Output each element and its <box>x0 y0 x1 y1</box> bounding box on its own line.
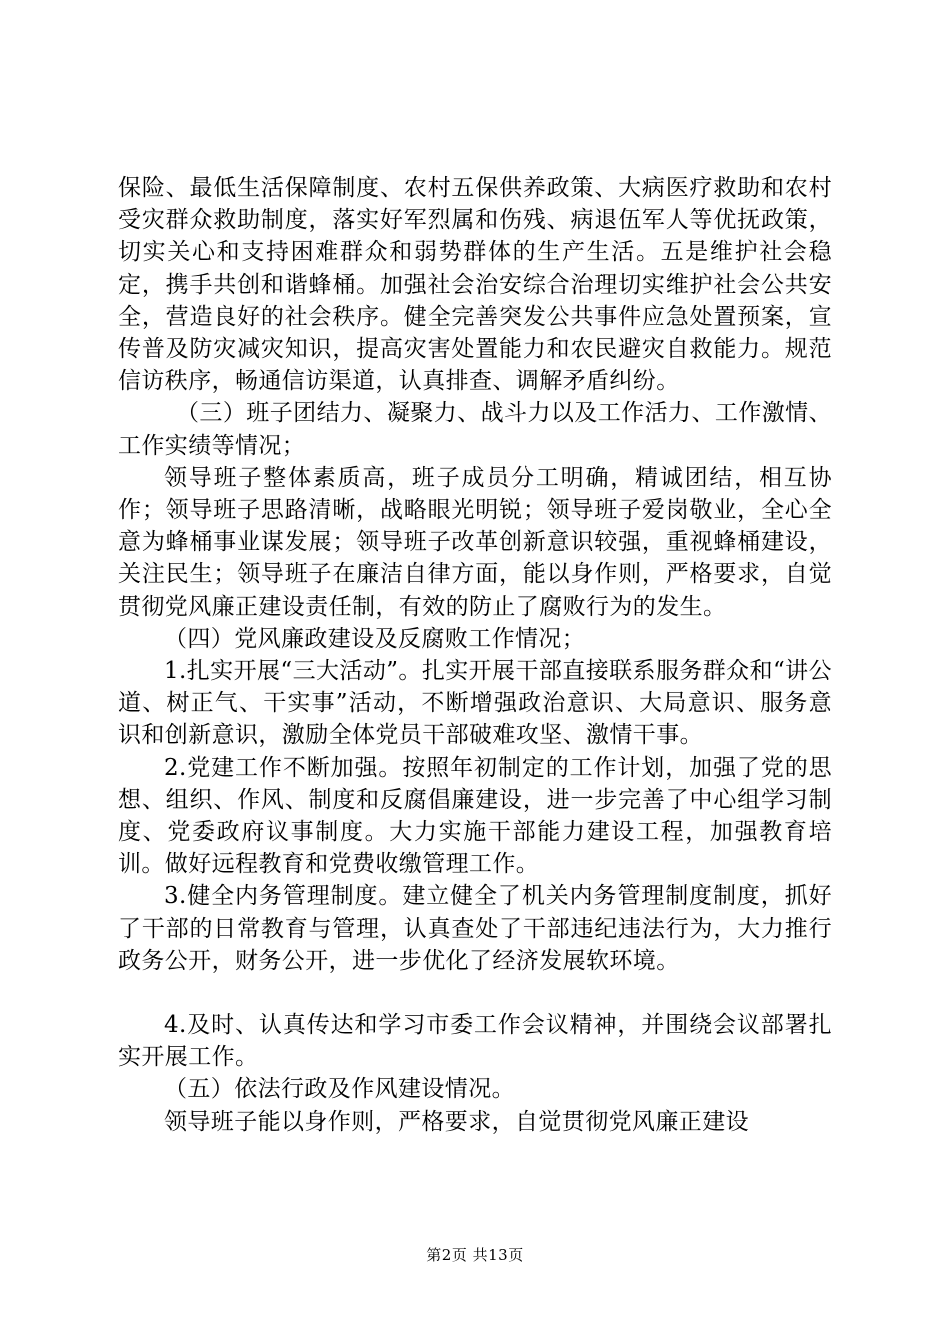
document-body <box>118 172 832 1138</box>
paragraph-leadership: 领导班子整体素质高，班子成员分工明确，精诚团结，相互协作；领导班子思路清晰，战略眼光明锐；领导班子爱岗敬业，全心全意为蜂桶事业谋发展；领导班子改革创新意识较强，重视蜂桶建设，关注民生；领导班子在廉洁自律方面，能以身作则，严格要求，自觉贯彻党风廉正建设责任制，有效的防止了腐败行为的发生。 <box>118 464 832 620</box>
list-item-3: 3.健全内务管理制度。建立健全了机关内务管理制度制度，抓好了干部的日常教育与管理，认真查处了干部违纪违法行为，大力推行政务公开，财务公开，进一步优化了经济发展软环境。 <box>118 883 832 974</box>
section-heading-3: （三）班子团结力、凝聚力、战斗力以及工作活力、工作激情、工作实绩等情况； <box>118 400 832 459</box>
paragraph-continuation: 保险、最低生活保障制度、农村五保供养政策、大病医疗救助和农村受灾群众救助制度，落实好军烈属和伤残、病退伍军人等优抚政策，切实关心和支持困难群众和弱势群体的生产生活。五是维护社会稳定，携手共创和谐蜂桶。加强社会治安综合治理切实维护社会公共安全，营造良好的社会秩序。健全完善突发公共事件应急处置预案，宣传普及防灾减灾知识，提高灾害处置能力和农民避灾自救能力。规范信访秩序，畅通信访渠道，认真排查、调解矛盾纠纷。 <box>118 175 832 395</box>
list-item-4: 4.及时、认真传达和学习市委工作会议精神，并围绕会议部署扎实开展工作。 <box>118 1012 832 1071</box>
list-item-2: 2.党建工作不断加强。按照年初制定的工作计划，加强了党的思想、组织、作风、制度和反腐倡廉建设，进一步完善了中心组学习制度、党委政府议事制度。大力实施干部能力建设工程，加强教育培训。做好远程教育和党费收缴管理工作。 <box>118 754 832 878</box>
list-item-1: 1.扎实开展“三大活动”。扎实开展干部直接联系服务群众和“讲公道、树正气、干实事”活动，不断增强政治意识、大局意识、服务意识和创新意识，激励全体党员干部破难攻坚、激情干事。 <box>118 658 832 749</box>
page-number-footer: 第2页 共13页 <box>426 1246 524 1264</box>
section-heading-4: （四）党风廉政建设及反腐败工作情况； <box>164 625 586 652</box>
paragraph-admin: 领导班子能以身作则，严格要求，自觉贯彻党风廉正建设 <box>164 1108 749 1135</box>
section-heading-5: （五）依法行政及作风建设情况。 <box>164 1076 515 1103</box>
